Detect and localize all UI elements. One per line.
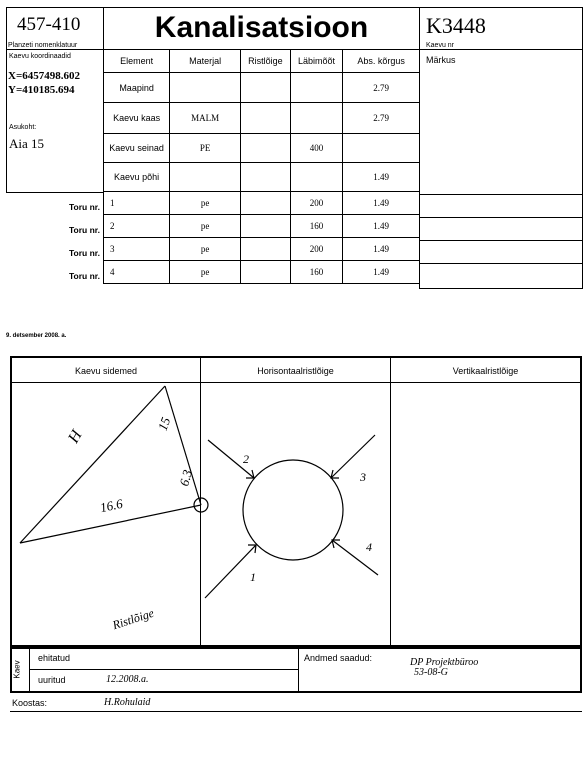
location-value: Aia 15 <box>9 136 45 151</box>
pipe-height: 1.49 <box>343 192 420 215</box>
compiled-value: H.Rohulaid <box>104 697 151 708</box>
built-label: ehitatud <box>38 653 71 663</box>
coord-x: X=6457498.602 <box>8 70 80 82</box>
row-element: Kaevu põhi <box>104 163 170 192</box>
well-circle <box>243 460 343 560</box>
row-height: 2.79 <box>343 73 420 103</box>
surveyed-value: 12.2008.a. <box>106 674 149 685</box>
tie-line-side <box>165 386 201 505</box>
plan-label: Planzeti nomenklatuur <box>8 42 78 49</box>
coords-label: Kaevu koordinaadid <box>9 53 71 60</box>
pipe-material: pe <box>170 261 241 284</box>
pipe-label-2: Toru nr. <box>68 225 100 235</box>
coord-y: Y=410185.694 <box>8 84 75 96</box>
data-value-1: DP Projektbüroo <box>410 657 479 668</box>
pipe-diameter: 200 <box>290 238 343 261</box>
pipe-material: pe <box>170 215 241 238</box>
pipe-3-line <box>331 435 375 478</box>
footer-mid-divider <box>298 649 299 691</box>
pipe-diameter: 160 <box>290 261 343 284</box>
row-height: 2.79 <box>343 103 420 134</box>
pipe-label-4: Toru nr. <box>68 271 100 281</box>
footer-row-divider <box>29 669 298 670</box>
page-title: Kanalisatsioon <box>154 11 369 44</box>
footer-side-divider <box>29 649 30 691</box>
well-ties-sketch <box>20 386 208 543</box>
pipe-label-3: Toru nr. <box>68 248 100 258</box>
col-material: Materjal <box>170 50 241 73</box>
pipe-nr: 2 <box>104 215 170 238</box>
row-material: MALM <box>170 103 241 134</box>
pipe-num-1: 1 <box>250 570 256 584</box>
pipe-num-2: 2 <box>243 452 249 466</box>
pipe-nr: 4 <box>104 261 170 284</box>
footer-frame <box>10 647 582 693</box>
compiled-line <box>10 711 582 712</box>
sketch-col-1: Kaevu sidemed <box>74 366 138 376</box>
row-element: Kaevu seinad <box>104 134 170 163</box>
sketch-col-2: Horisontaalristlõige <box>257 366 334 376</box>
bottom-label: Ristlõige <box>110 605 156 633</box>
pipe-num-4: 4 <box>366 540 372 554</box>
data-value-2: 53-08-G <box>414 667 448 678</box>
pipe-material: pe <box>170 238 241 261</box>
pipe-height: 1.49 <box>343 261 420 284</box>
col-diameter: Läbimõõt <box>290 50 343 73</box>
row-height: 1.49 <box>343 163 420 192</box>
pipe-height: 1.49 <box>343 215 420 238</box>
pipe-diameter: 160 <box>290 215 343 238</box>
col-section: Ristlõige <box>241 50 291 73</box>
row-element: Kaevu kaas <box>104 103 170 134</box>
pipe-1-line <box>205 545 256 598</box>
data-label: Andmed saadud: <box>304 653 373 663</box>
remarks-label: Märkus <box>426 55 456 65</box>
row-element: Maapind <box>104 73 170 103</box>
pipe-height: 1.49 <box>343 238 420 261</box>
well-id: K3448 <box>426 13 486 38</box>
plan-number: 457-410 <box>17 14 81 35</box>
well-label: Kaevu nr <box>426 42 455 49</box>
dim-16-6: 16.6 <box>98 495 124 516</box>
row-material: PE <box>170 134 241 163</box>
dim-15: 15 <box>154 415 174 433</box>
h-label: H <box>65 427 86 447</box>
surveyed-label: uuritud <box>38 675 66 685</box>
horizontal-section-sketch <box>205 435 378 598</box>
tie-line-top <box>20 386 165 543</box>
pipe-nr: 1 <box>104 192 170 215</box>
dim-6-3: 6.3 <box>176 468 195 488</box>
col-height: Abs. kõrgus <box>343 50 420 73</box>
date-text: 9. detsember 2008. a. <box>6 333 67 339</box>
row-diameter: 400 <box>290 134 343 163</box>
location-label: Asukoht: <box>9 124 37 131</box>
pipe-num-3: 3 <box>360 470 366 484</box>
pipe-diameter: 200 <box>290 192 343 215</box>
side-label: Kaev <box>12 660 22 679</box>
sketch-col-3: Vertikaalristlõige <box>452 366 519 376</box>
col-element: Element <box>104 50 170 73</box>
pipe-material: pe <box>170 192 241 215</box>
pipe-label-1: Toru nr. <box>68 202 100 212</box>
compiled-label: Koostas: <box>12 698 48 708</box>
pipe-nr: 3 <box>104 238 170 261</box>
